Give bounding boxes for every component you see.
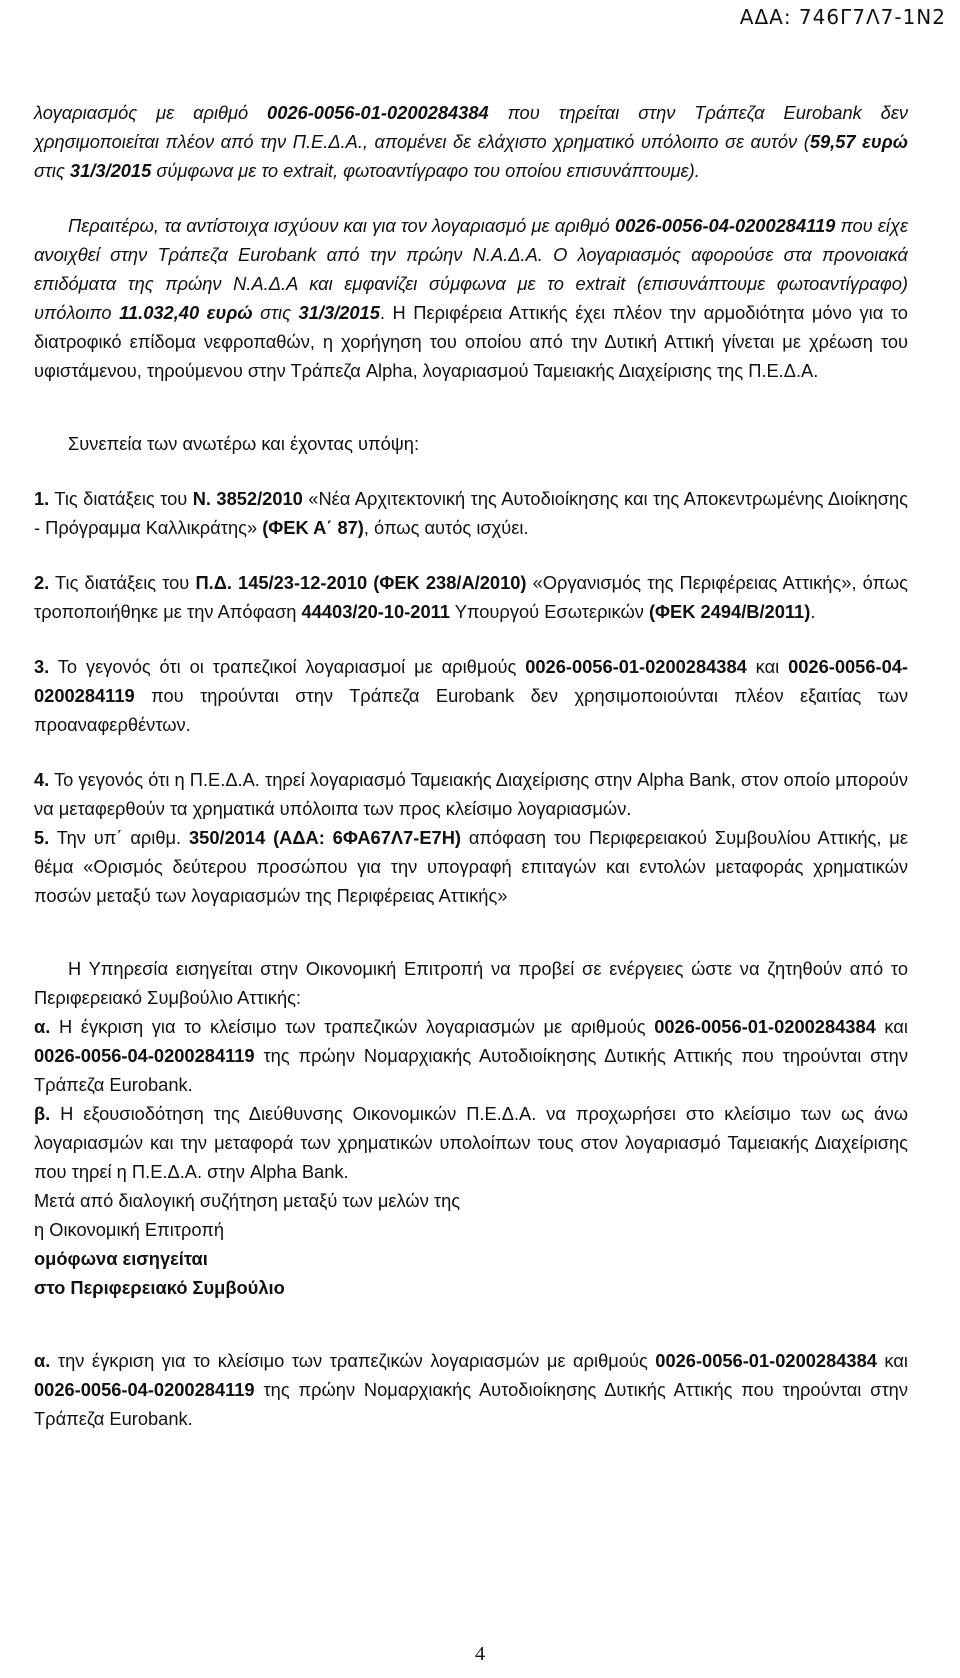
page-number: 4 [475, 1643, 485, 1665]
final-item-a: α. την έγκριση για το κλείσιμο των τραπεζικών λογαριασμών με αριθμούς 0026-0056-01-0200284384 και 0026-0056-04-0200284119 της πρώην Νομαρχιακής Αυτοδιοίκησης Δυτικής Αττικής που τηρούνται στην Τράπεζα Eurobank. [34, 1350, 908, 1429]
discussion-line: Μετά από διαλογική συζήτηση μεταξύ των μελών της [34, 1190, 461, 1211]
paragraph-eurobank-account-1: λογαριασμός με αριθμό 0026-0056-01-0200284384 που τηρείται στην Τράπεζα Eurobank δεν χρησιμοποιείται πλέον από την Π.Ε.Δ.Α., απομένει δε ελάχιστο χρηματικό υπόλοιπο σε αυτόν (59,57 ευρώ στις 31/3/2015 σύμφωνα με το extrait, φωτοαντίγραφο του οποίου επισυνάπτουμε). [34, 102, 909, 181]
committee-line: η Οικονομική Επιτροπή [34, 1219, 225, 1240]
unanimous-line: ομόφωνα εισηγείται [34, 1248, 208, 1269]
proposal-item-a: α. Η έγκριση για το κλείσιμο των τραπεζικών λογαριασμών με αριθμούς 0026-0056-01-0200284384 και 0026-0056-04-0200284119 της πρώην Νομαρχιακής Αυτοδιοίκησης Δυτικής Αττικής που τηρούνται στην Τράπεζα Eurobank. [34, 1016, 908, 1095]
ada-code: ΑΔΑ: 746Γ7Λ7-1Ν2 [739, 5, 946, 29]
list-item-1: 1. Τις διατάξεις του Ν. 3852/2010 «Νέα Αρχιτεκτονική της Αυτοδιοίκησης και της Αποκεντρωμένης Διοίκησης - Πρόγραμμα Καλλικράτης» (ΦΕΚ Α΄ 87), όπως αυτός ισχύει. [34, 488, 908, 538]
council-line: στο Περιφερειακό Συμβούλιο [34, 1277, 285, 1298]
list-item-5: 5. Την υπ΄ αριθμ. 350/2014 (ΑΔΑ: 6ΦΑ67Λ7-Ε7Η) απόφαση του Περιφερειακού Συμβουλίου Αττικής, με θέμα «Ορισμός δεύτερου προσώπου για την υπογραφή επιταγών και εντολών μεταφοράς χρηματικών ποσών μεταξύ των λογαριασμών της Περιφέρειας Αττικής» [34, 827, 908, 906]
proposal-paragraph: Η Υπηρεσία εισηγείται στην Οικονομική Επιτροπή να προβεί σε ενέργειες ώστε να ζητηθούν από το Περιφερειακό Συμβούλιο Αττικής: [34, 958, 908, 1008]
paragraph-eurobank-account-2: Περαιτέρω, τα αντίστοιχα ισχύουν και για τον λογαριασμό με αριθμό 0026-0056-04-0200284119 που είχε ανοιχθεί στην Τράπεζα Eurobank από την πρώην Ν.Α.Δ.Α. Ο λογαριασμός αφορούσε στα προνοιακά επιδόματα της πρώην Ν.Α.Δ.Α και εμφανίζει σύμφωνα με το extrait (επισυνάπτουμε φωτοαντίγραφο) υπόλοιπο 11.032,40 ευρώ στις 31/3/2015. Η Περιφέρεια Αττικής έχει πλέον την αρμοδιότητα μόνο για το διατροφικό επίδομα νεφροπαθών, η χορήγηση του οποίου από την Δυτική Αττική γίνεται με χρέωση του υφιστάμενου, τηρούμενου στην Τράπεζα Alpha, λογαριασμού Ταμειακής Διαχείρισης της Π.Ε.Δ.Α. [34, 215, 908, 381]
list-item-4: 4. Το γεγονός ότι η Π.Ε.Δ.Α. τηρεί λογαριασμό Ταμειακής Διαχείρισης στην Alpha Bank, στον οποίο μπορούν να μεταφερθούν τα χρηματικά υπόλοιπα των προς κλείσιμο λογαριασμών. [34, 769, 908, 819]
consequence-heading: Συνεπεία των ανωτέρω και έχοντας υπόψη: [68, 433, 420, 454]
proposal-item-b: β. Η εξουσιοδότηση της Διεύθυνσης Οικονομικών Π.Ε.Δ.Α. να προχωρήσει στο κλείσιμο των ως άνω λογαριασμών και την μεταφορά των χρηματικών υπολοίπων τους στον λογαριασμό Ταμειακής Διαχείρισης που τηρεί η Π.Ε.Δ.Α. στην Alpha Bank. [34, 1103, 908, 1182]
document-body [34, 98, 908, 1433]
list-item-3: 3. Το γεγονός ότι οι τραπεζικοί λογαριασμοί με αριθμούς 0026-0056-01-0200284384 και 0026-0056-04-0200284119 που τηρούνται στην Τράπεζα Eurobank δεν χρησιμοποιούνται πλέον εξαιτίας των προαναφερθέντων. [34, 656, 908, 735]
list-item-2: 2. Τις διατάξεις του Π.Δ. 145/23-12-2010 (ΦΕΚ 238/Α/2010) «Οργανισμός της Περιφέρειας Αττικής», όπως τροποποιήθηκε με την Απόφαση 44403/20-10-2011 Υπουργού Εσωτερικών (ΦΕΚ 2494/Β/2011). [34, 572, 908, 622]
